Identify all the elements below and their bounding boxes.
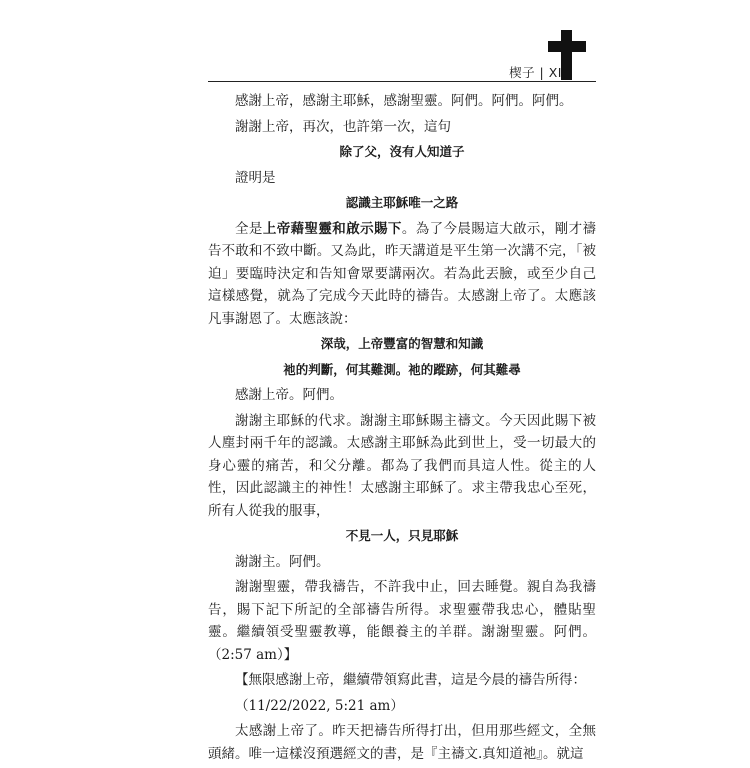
cross-vertical-bar (561, 30, 572, 80)
paragraph-mixed (208, 218, 596, 331)
paragraph: 太感謝上帝了。昨天把禱告所得打出，但用那些經文，全無頭緒。唯一這樣沒預選經文的書，是『主禱文.真知道祂』。就這 (208, 723, 596, 762)
running-head: 楔子 | XI (509, 65, 562, 80)
header-rule (208, 81, 596, 82)
paragraph: 【無限感謝上帝，繼續帶領寫此書，這是今晨的禱告所得： (235, 672, 586, 688)
paragraph: 證明是 (235, 169, 276, 186)
body-text (208, 90, 596, 768)
emphasis-heading: 祂的判斷，何其難測。祂的蹤跡，何其難尋 (283, 361, 521, 377)
emphasis-heading: 不見一人，只見耶穌 (345, 528, 459, 543)
paragraph: 感謝上帝，感謝主耶穌，感謝聖靈。阿們。阿們。阿們。 (235, 93, 573, 109)
paragraph: 感謝上帝。阿們。 (235, 387, 343, 403)
paragraph: 謝謝主。阿們。 (235, 553, 330, 570)
cross-horizontal-bar (548, 41, 586, 52)
paragraph: 謝謝聖靈，帶我禱告，不許我中止，回去睡覺。親自為我禱告，賜下記下所記的全部禱告所得。求聖靈帶我忠心，體貼聖靈。繼續領受聖靈教導，能餵養主的羊群。謝謝聖靈。阿們。（2:57 am）】 (208, 579, 596, 663)
paragraph: 謝謝主耶穌的代求。謝謝主耶穌賜主禱文。今天因此賜下被人塵封兩千年的認識。太感謝主耶穌為此到世上，受一切最大的身心靈的痛苦，和父分離。都為了我們而具這人性。從主的人性，因此認識主的神性！太感謝主耶穌了。求主帶我忠心至死，所有人從我的服事， (208, 412, 596, 519)
bold-span: 上帝藉聖靈和啟示賜下 (262, 220, 402, 237)
text-span: 。為了今晨賜這大啟示，剛才禱告不敢和不致中斷。又為此，昨天講道是平生第一次講不完，「被迫」要臨時決定和告知會眾要講兩次。若為此丟臉，或至少自己這樣感覺，就為了完成今天此時的禱告。太感謝上帝了。太應該凡事謝恩了。太應該說： (208, 220, 597, 327)
paragraph: （11/22/2022, 5:21 am） (235, 697, 404, 714)
emphasis-heading: 認識主耶穌唯一之路 (345, 195, 459, 210)
emphasis-heading: 深哉，上帝豐富的智慧和知識 (320, 336, 484, 351)
emphasis-heading: 除了父，沒有人知道子 (339, 144, 465, 159)
text-span: 全是 (235, 220, 263, 237)
paragraph: 謝謝上帝，再次，也許第一次，這句 (235, 118, 451, 135)
